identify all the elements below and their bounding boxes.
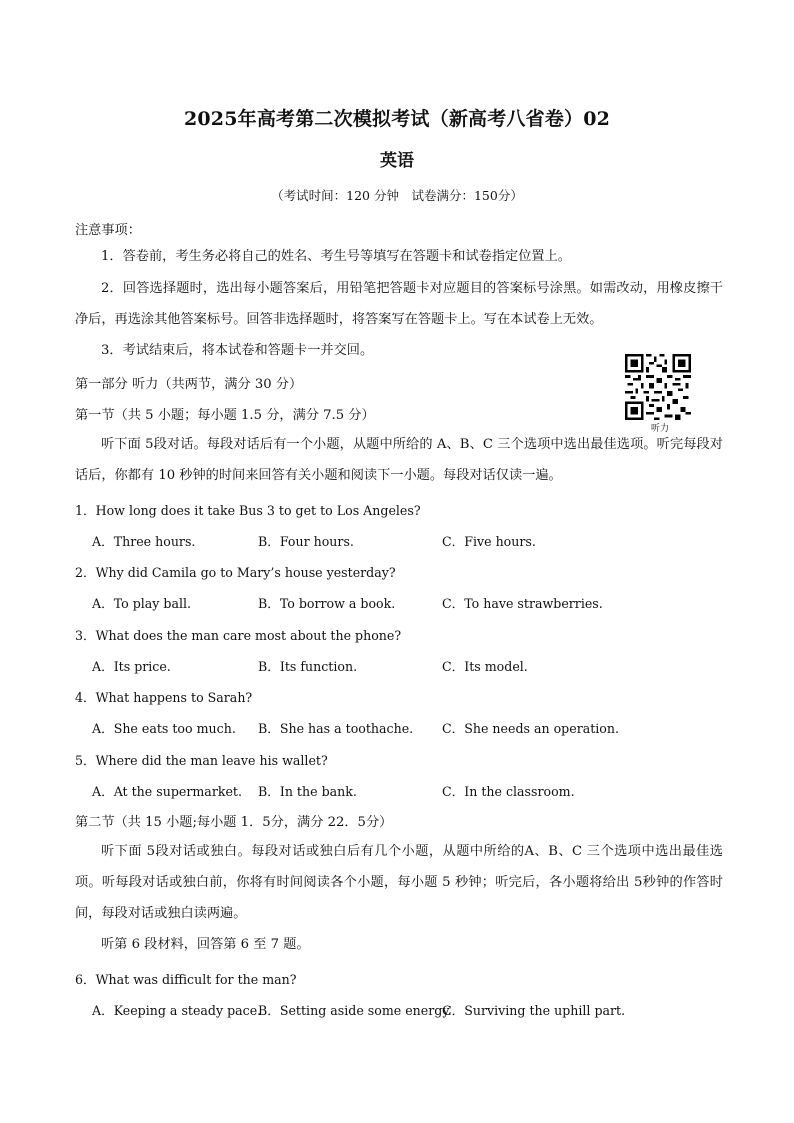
question-5-option-a[interactable]: A．At the supermarket. xyxy=(92,784,242,799)
section1-heading: 第一节（共 5 小题；每小题 1.5 分，满分 7.5 分） xyxy=(75,408,375,423)
exam-title: 2025年高考第二次模拟考试（新高考八省卷）02 xyxy=(183,108,611,130)
section2-material-note: 听第 6 段材料，回答第 6 至 7 题。 xyxy=(101,937,310,952)
qr-code-icon[interactable] xyxy=(625,354,691,420)
question-4: 4．What happens to Sarah? xyxy=(75,690,253,705)
question-1-option-c[interactable]: C．Five hours. xyxy=(442,534,536,549)
question-5: 5．Where did the man leave his wallet? xyxy=(75,753,328,768)
question-1: 1．How long does it take Bus 3 to get to Los Angeles? xyxy=(75,503,421,518)
question-6-option-c[interactable]: C．Surviving the uphill part. xyxy=(442,1003,626,1018)
question-4-option-b[interactable]: B．She has a toothache. xyxy=(258,721,414,736)
question-2-option-b[interactable]: B．To borrow a book. xyxy=(258,596,396,611)
qr-code-label: 听力 xyxy=(650,424,669,434)
question-1-option-b[interactable]: B．Four hours. xyxy=(258,534,354,549)
question-2: 2．Why did Camila go to Mary’s house yesterday? xyxy=(75,565,396,580)
question-2-option-c[interactable]: C．To have strawberries. xyxy=(442,596,603,611)
question-3-option-b[interactable]: B．Its function. xyxy=(258,659,358,674)
notice-item-1: 1．答卷前，考生务必将自己的姓名、考生号等填写在答题卡和试卷指定位置上。 xyxy=(101,249,571,264)
section2-heading: 第二节（共 15 小题;每小题 1．5分，满分 22．5分） xyxy=(75,815,393,830)
question-4-option-a[interactable]: A．She eats too much. xyxy=(92,721,236,736)
notice-item-3: 3．考试结束后，将本试卷和答题卡一并交回。 xyxy=(101,343,374,358)
part1-heading: 第一部分 听力（共两节，满分 30 分） xyxy=(75,377,303,392)
question-3-option-c[interactable]: C．Its model. xyxy=(442,659,528,674)
notice-heading: 注意事项： xyxy=(75,223,141,238)
exam-meta: （考试时间：120 分钟 试卷满分：150分） xyxy=(271,188,523,203)
question-6: 6．What was difficult for the man? xyxy=(75,972,297,987)
notice-item-2: 2．回答选择题时，选出每小题答案后，用铅笔把答题卡对应题目的答案标号涂黑。如需改动，用橡皮擦干净后，再选涂其他答案标号。回答非选择题时，将答案写在答题卡上。写在本试卷上无效。 xyxy=(75,281,723,327)
question-1-option-a[interactable]: A．Three hours. xyxy=(92,534,196,549)
question-2-option-a[interactable]: A．To play ball. xyxy=(92,596,192,611)
question-5-option-b[interactable]: B．In the bank. xyxy=(258,784,357,799)
subject-title: 英语 xyxy=(380,151,414,171)
question-6-option-a[interactable]: A．Keeping a steady pace. xyxy=(92,1003,262,1018)
question-6-option-b[interactable]: B．Setting aside some energy. xyxy=(258,1003,452,1018)
section1-instructions: 听下面 5段对话。每段对话后有一个小题，从题中所给的 A、B、C 三个选项中选出最佳选项。听完每段对话后，你都有 10 秒钟的时间来回答有关小题和阅读下一小题。每段对话仅读一遍。 xyxy=(75,437,723,483)
question-3: 3．What does the man care most about the phone? xyxy=(75,628,402,643)
question-5-option-c[interactable]: C．In the classroom. xyxy=(442,784,575,799)
question-3-option-a[interactable]: A．Its price. xyxy=(92,659,171,674)
question-4-option-c[interactable]: C．She needs an operation. xyxy=(442,721,620,736)
section2-instructions: 听下面 5段对话或独白。每段对话或独白后有几个小题，从题中所给的A、B、C 三个选项中选出最佳选项。听每段对话或独白前，你将有时间阅读各个小题，每小题 5 秒钟；听完后，各小题将给出 5秒钟的作答时间，每段对话或独白读两遍。 xyxy=(75,844,723,921)
